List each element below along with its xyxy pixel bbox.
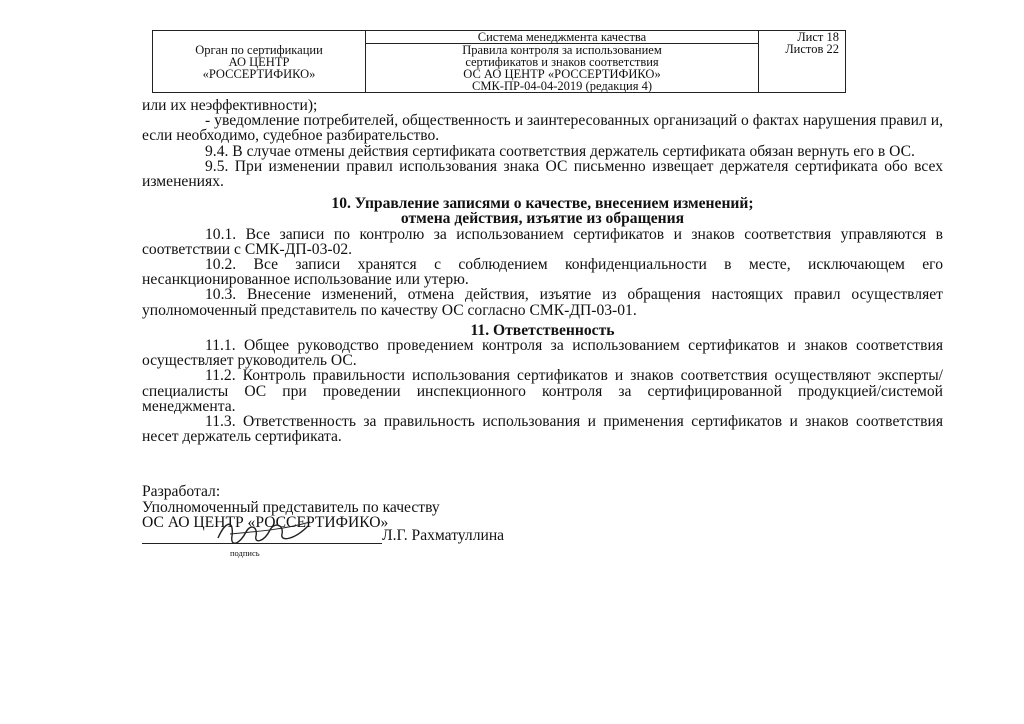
org-name-line: АО ЦЕНТР — [228, 54, 290, 69]
signature-caption: подпись — [230, 548, 260, 559]
paragraph: 9.4. В случае отмены действия сертификата соответствия держатель сертификата обязан вернуть его в ОС. — [205, 142, 915, 160]
signature-underline — [142, 543, 382, 544]
paragraph: 11.1. Общее руководство проведением контроля за использованием сертификатов и знаков соответствия осуществляет руководитель ОС. — [142, 337, 943, 370]
doc-title-line: сертификатов и знаков соответствия — [465, 55, 659, 69]
signer-name: Л.Г. Рахматуллина — [382, 527, 505, 545]
signature-block — [142, 483, 943, 559]
sheets-total: Листов 22 — [785, 42, 839, 56]
paragraph: 9.5. При изменении правил использования знака ОС письменно извещает держателя сертификата обо всех изменениях. — [142, 157, 943, 191]
paragraph: 10.2. Все записи хранятся с соблюдением конфиденциальности в месте, исключающем его несанкционированное использование или утерю. — [142, 256, 943, 289]
document-header-table — [152, 30, 846, 93]
section-11-heading: 11. Ответственность — [470, 321, 615, 339]
org-name-line: «РОССЕРТИФИКО» — [202, 66, 316, 81]
doc-title-line: СМК-ПР-04-04-2019 (редакция 4) — [472, 79, 652, 93]
paragraph: 11.3. Ответственность за правильность использования и применения сертификатов и знаков соответствия несет держатель сертификата. — [142, 413, 943, 446]
section-10-heading — [142, 196, 943, 226]
doc-title-line: Правила контроля за использованием — [462, 43, 662, 57]
heading-line: отмена действия, изъятие из обращения — [400, 210, 685, 228]
org-cell — [153, 31, 366, 93]
handwritten-signature — [212, 514, 312, 554]
signer-org: ОС АО ЦЕНТР «РОССЕРТИФИКО» — [142, 513, 389, 531]
paragraph: или их неэффективности); — [142, 97, 318, 114]
smk-title: Система менеджмента качества — [366, 31, 759, 44]
doc-title-cell — [366, 44, 759, 93]
sheet-number: Лист 18 — [797, 30, 839, 44]
document-body — [142, 97, 943, 559]
paragraph: 11.2. Контроль правильности использования сертификатов и знаков соответствия осуществляют эксперты/специалисты ОС при проведении инспекционного контроля за сертифицированной продукцией/системой менеджмента. — [142, 367, 943, 415]
developed-label: Разработал: — [142, 483, 221, 501]
signature-line — [142, 527, 943, 559]
heading-line: 10. Управление записями о качестве, внесением изменений; — [331, 195, 754, 213]
paragraph: 10.1. Все записи по контролю за использованием сертификатов и знаков соответствия управляются в соответствии с СМК-ДП-03-02. — [142, 225, 943, 258]
org-name-line: Орган по сертификации — [195, 42, 323, 57]
paragraph: - уведомление потребителей, общественность и заинтересованных организаций о фактах нарушения правил и, если необходимо, судебное разбирательство. — [142, 112, 943, 145]
signer-role: Уполномоченный представитель по качеству — [142, 498, 440, 516]
sheet-info-cell — [759, 31, 846, 93]
doc-title-line: ОС АО ЦЕНТР «РОССЕРТИФИКО» — [463, 67, 661, 81]
paragraph: 10.3. Внесение изменений, отмена действия, изъятие из обращения настоящих правил осуществляет уполномоченный представитель по качеству ОС согласно СМК-ДП-03-01. — [142, 286, 943, 319]
